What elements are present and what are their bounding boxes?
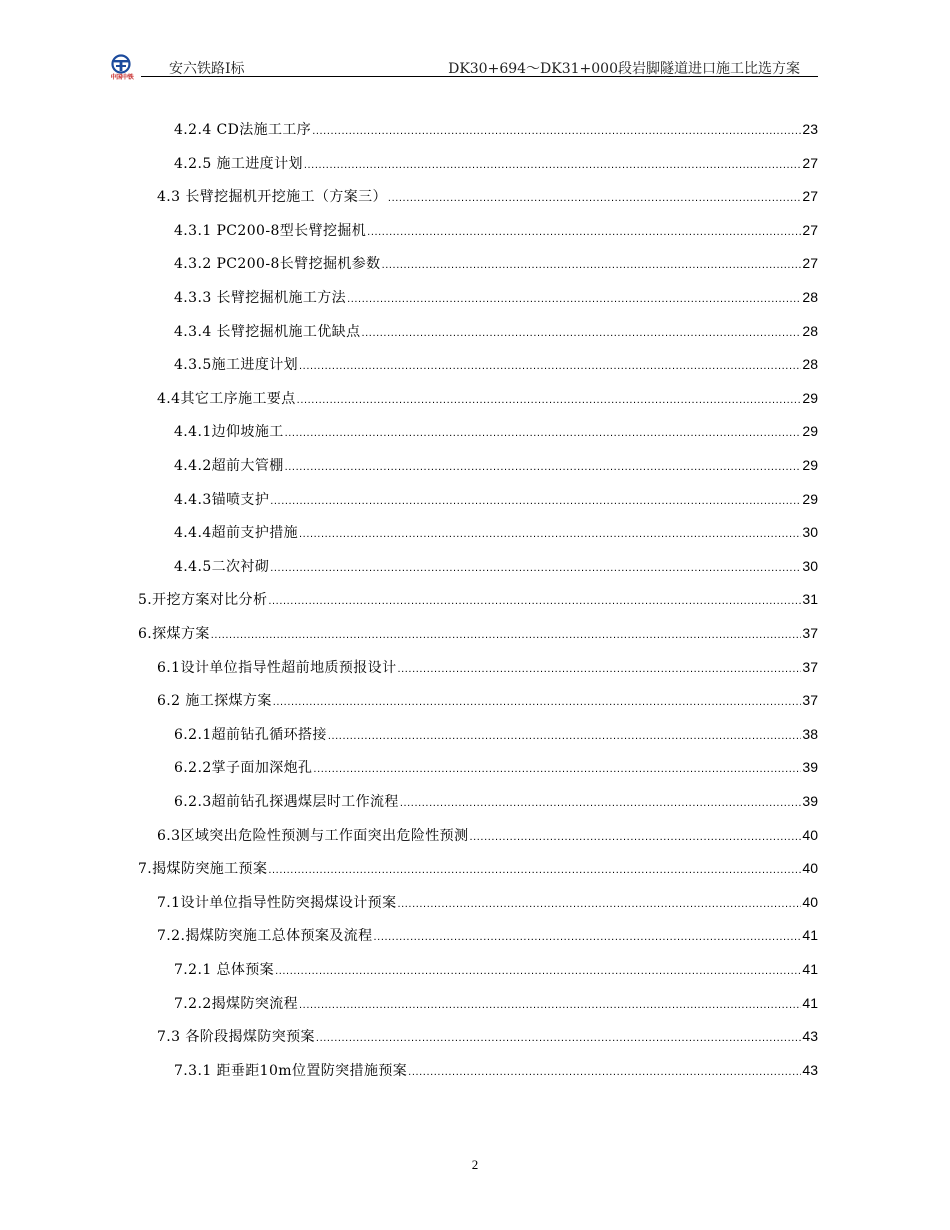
toc-entry[interactable] — [174, 321, 818, 345]
toc-entry-title: 4.3.3 长臂挖掘机施工方法 — [174, 290, 347, 306]
toc-entry-page: 27 — [802, 154, 818, 171]
toc-entry[interactable] — [138, 623, 818, 647]
toc-entry[interactable] — [138, 589, 818, 613]
logo-text: 中国中铁 — [110, 74, 134, 81]
toc-dot-leader — [328, 730, 802, 742]
toc-dot-leader — [270, 495, 801, 507]
toc-entry[interactable] — [174, 1060, 818, 1084]
toc-entry-title: 6.3区域突出危险性预测与工作面突出危险性预测 — [157, 827, 469, 844]
toc-entry-title: 4.2.5 施工进度计划 — [174, 155, 303, 172]
toc-dot-leader — [313, 763, 801, 775]
toc-entry-title: 4.4.4超前支护措施 — [174, 525, 299, 542]
toc-entry-title: 4.4.5二次衬砌 — [174, 558, 270, 575]
toc-entry-page: 27 — [802, 188, 818, 205]
toc-entry[interactable] — [157, 657, 818, 681]
header-divider — [141, 76, 818, 77]
toc-entry-title: 7.2.1 总体预案 — [174, 962, 275, 978]
toc-entry-title: 7.3.1 距垂距10m位置防突措施预案 — [174, 1062, 408, 1079]
toc-entry-title: 4.4.3锚喷支护 — [174, 491, 270, 508]
toc-entry-title: 7.3 各阶段揭煤防突预案 — [157, 1029, 315, 1046]
toc-entry-title: 4.3.1 PC200-8型长臂挖掘机 — [174, 222, 367, 239]
toc-dot-leader — [273, 696, 802, 708]
toc-entry-title: 4.3.5施工进度计划 — [174, 357, 299, 374]
toc-entry[interactable] — [174, 119, 818, 143]
toc-entry-title: 4.3.4 长臂挖掘机施工优缺点 — [174, 323, 361, 340]
toc-entry[interactable] — [138, 858, 818, 882]
toc-entry-page: 40 — [802, 860, 818, 877]
toc-entry[interactable] — [174, 757, 818, 781]
toc-entry-page: 30 — [802, 524, 818, 541]
toc-dot-leader — [268, 595, 801, 607]
toc-entry-page: 30 — [802, 557, 818, 574]
toc-dot-leader — [312, 125, 801, 137]
toc-entry[interactable] — [174, 253, 818, 277]
toc-entry-page: 40 — [802, 893, 818, 910]
toc-entry-page: 38 — [802, 725, 818, 742]
toc-entry-title: 4.4其它工序施工要点 — [157, 390, 296, 407]
toc-entry-title: 6.探煤方案 — [138, 626, 210, 642]
toc-entry-page: 29 — [802, 389, 818, 406]
toc-entry-page: 27 — [802, 255, 818, 272]
toc-entry-page: 40 — [802, 826, 818, 843]
toc-dot-leader — [299, 999, 801, 1011]
toc-entry-title: 5.开挖方案对比分析 — [138, 592, 268, 609]
toc-entry[interactable] — [174, 522, 818, 546]
toc-entry-page: 41 — [802, 961, 818, 977]
toc-entry[interactable] — [174, 354, 818, 378]
toc-entry[interactable] — [157, 1026, 818, 1050]
toc-entry[interactable] — [157, 925, 818, 949]
toc-dot-leader — [397, 898, 801, 910]
toc-entry-page: 37 — [802, 692, 818, 709]
toc-dot-leader — [374, 931, 802, 943]
toc-dot-leader — [347, 293, 801, 305]
toc-entry[interactable] — [157, 892, 818, 916]
toc-entry-title: 4.3 长臂挖掘机开挖施工（方案三） — [157, 189, 387, 206]
page-header — [105, 52, 818, 81]
toc-dot-leader — [367, 226, 801, 238]
toc-dot-leader — [408, 1066, 801, 1078]
toc-entry[interactable] — [174, 959, 818, 983]
toc-dot-leader — [382, 259, 802, 271]
toc-entry-page: 41 — [802, 927, 818, 944]
page-number: 2 — [471, 1157, 479, 1172]
toc-dot-leader — [275, 965, 801, 977]
toc-entry-title: 7.揭煤防突施工预案 — [138, 861, 268, 878]
toc-entry[interactable] — [174, 993, 818, 1017]
toc-entry-page: 29 — [802, 490, 818, 507]
toc-entry-page: 28 — [802, 289, 818, 305]
toc-entry[interactable] — [157, 690, 818, 714]
toc-entry-title: 6.2.1超前钻孔循环搭接 — [174, 726, 327, 743]
toc-entry[interactable] — [174, 489, 818, 513]
toc-entry-page: 43 — [802, 1061, 818, 1078]
header-document-title: DK30+694～DK31+000段岩脚隧道进口施工比选方案 — [448, 61, 800, 77]
toc-entry-title: 6.2 施工探煤方案 — [157, 693, 272, 710]
toc-entry-page: 39 — [802, 759, 818, 776]
toc-dot-leader — [285, 461, 802, 473]
toc-entry-page: 28 — [802, 322, 818, 339]
toc-entry[interactable] — [174, 556, 818, 580]
toc-dot-leader — [304, 159, 802, 171]
toc-dot-leader — [297, 394, 802, 406]
toc-entry[interactable] — [174, 421, 818, 445]
toc-dot-leader — [270, 562, 801, 574]
header-project-name: 安六铁路Ⅰ标 — [169, 61, 245, 77]
toc-entry-title: 7.2.2揭煤防突流程 — [174, 995, 299, 1012]
toc-dot-leader — [361, 327, 801, 339]
toc-entry-page: 29 — [802, 423, 818, 440]
toc-dot-leader — [469, 831, 801, 843]
toc-entry-page: 28 — [802, 356, 818, 373]
toc-entry-page: 39 — [802, 793, 818, 809]
toc-dot-leader — [299, 360, 801, 372]
toc-entry-page: 37 — [802, 658, 818, 675]
toc-dot-leader — [299, 528, 801, 540]
toc-entry-title: 6.2.2掌子面加深炮孔 — [174, 760, 313, 777]
toc-entry[interactable] — [157, 825, 818, 849]
toc-entry[interactable] — [174, 220, 818, 244]
toc-entry[interactable] — [157, 388, 818, 412]
toc-dot-leader — [211, 629, 802, 641]
toc-entry-title: 4.3.2 PC200-8长臂挖掘机参数 — [174, 256, 381, 273]
toc-entry-page: 41 — [802, 994, 818, 1011]
toc-dot-leader — [397, 663, 801, 675]
toc-entry-title: 7.1设计单位指导性防突揭煤设计预案 — [157, 894, 397, 911]
toc-entry[interactable] — [174, 455, 818, 479]
toc-entry-page: 27 — [802, 221, 818, 238]
toc-entry-page: 23 — [802, 121, 818, 137]
toc-entry-title: 7.2.揭煤防突施工总体预案及流程 — [157, 928, 373, 945]
toc-dot-leader — [388, 192, 802, 204]
toc-dot-leader — [268, 864, 801, 876]
toc-entry[interactable] — [157, 186, 818, 210]
toc-entry[interactable] — [174, 791, 818, 815]
toc-dot-leader — [285, 427, 802, 439]
toc-entry[interactable] — [174, 153, 818, 177]
toc-entry[interactable] — [174, 724, 818, 748]
toc-entry-title: 6.2.3超前钻孔探遇煤层时工作流程 — [174, 794, 399, 810]
toc-entry-title: 4.2.4 CD法施工工序 — [174, 122, 312, 138]
toc-entry-page: 43 — [802, 1028, 818, 1045]
toc-entry[interactable] — [174, 287, 818, 311]
toc-dot-leader — [400, 797, 802, 809]
toc-entry-title: 4.4.2超前大管棚 — [174, 458, 284, 474]
toc-dot-leader — [316, 1032, 802, 1044]
toc-entry-title: 4.4.1边仰坡施工 — [174, 424, 284, 441]
toc-entry-title: 6.1设计单位指导性超前地质预报设计 — [157, 659, 397, 676]
toc-entry-page: 37 — [802, 625, 818, 641]
toc-entry-page: 31 — [802, 591, 818, 608]
toc-entry-page: 29 — [802, 457, 818, 473]
